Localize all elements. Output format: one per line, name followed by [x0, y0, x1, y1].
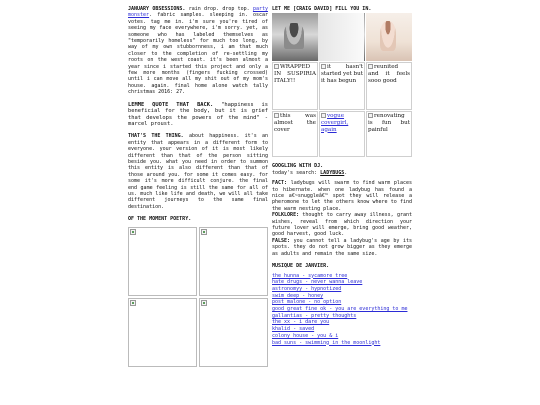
photo-alt-label: this was almost the cover [274, 113, 316, 133]
track-link[interactable]: colony house - you & i [272, 332, 339, 339]
fact-text: ladybugs will swarm to find warm places to hibernate. when one ladybug has found a nice a€~snuggleâ€™ spot they will release a pheromone to let the others know where to find the warm nesting place. [272, 180, 412, 212]
track-link[interactable]: bad suns - swimming in the moonlight [272, 339, 381, 346]
photo-alt-text [368, 113, 410, 133]
poetry-image [128, 298, 197, 367]
false-label: FALSE: [272, 237, 291, 244]
photo-grid [272, 13, 412, 110]
photo-alt-text [368, 64, 410, 84]
track-link[interactable]: swim deep - honey [272, 292, 324, 299]
track-link[interactable]: astronomyy - hypnotized [272, 285, 342, 292]
track-link[interactable]: post malone - no option [272, 299, 342, 306]
photo-suspiria [272, 62, 318, 110]
broken-image-icon [321, 64, 326, 69]
googling-heading: GOOGLING WITH DJ. [272, 163, 324, 170]
broken-image-icon [368, 64, 373, 69]
poetry-image [199, 227, 268, 296]
intro-text-b: . fabric samples. sleeping in. oscar votes. tag me in. i'm sure you're tired of seeing my face everywhere, i'm sorry. yet, as someone who has labeled themselves as "temporarily homeless" for much too long, by way of my own stubbornness, i am that much closer to the completion of re-settling my roots on the west coast. it's been almost a year since i started this project and only a few more months (fingers fucking crossed) until i can move all my shit out of my mom's house. again. final home alone watch tally christmas 2016: 27. [128, 12, 268, 96]
photo-alt-link[interactable] [321, 113, 363, 133]
folklore-text: thought to carry away illness, grant wishes, reveal from which direction your future lover will emerge, bring good weather, good harvest, good luck. [272, 212, 412, 238]
search-line [272, 170, 412, 176]
broken-image-icon [368, 113, 373, 118]
broken-image-icon [201, 300, 207, 306]
broken-image-icon [130, 300, 136, 306]
search-suffix: . [344, 169, 348, 176]
photo-alt-text [274, 113, 316, 133]
folklore-paragraph [272, 212, 412, 238]
party-monster-link[interactable]: party monster [128, 6, 268, 19]
false-paragraph [272, 238, 412, 257]
broken-image-icon [321, 113, 326, 118]
track-link[interactable]: the hunna - sycamore tree [272, 272, 348, 279]
poetry-heading: OF THE MOMENT POETRY. [128, 216, 192, 223]
photo-alt-label: reunited and it feels sooo good [368, 64, 410, 84]
track-link[interactable]: khalid - saved [272, 326, 315, 333]
right-column [272, 6, 412, 346]
broken-image-icon [130, 229, 136, 235]
quote-heading: LEMME QUOTE THAT BACK. [128, 101, 214, 108]
poetry-image [128, 227, 197, 296]
playlist [272, 273, 412, 347]
broken-image-icon [274, 113, 279, 118]
photo-alt-label: it hasn't started yet but it has begun [321, 64, 363, 84]
intro-heading: JANUARY OBSESSIONS. [128, 6, 186, 12]
track-link[interactable]: hate drugs - never wanna leave [272, 279, 363, 286]
thing-paragraph [128, 133, 268, 210]
broken-image-icon [201, 229, 207, 235]
photo-vogue[interactable] [319, 111, 365, 157]
photo-header-right [366, 13, 412, 61]
fill-in-heading: LET ME [CRAIG DAVID] FILL YOU IN. [272, 6, 372, 12]
track-link[interactable]: good great fine ok - you are everything to me [272, 306, 408, 313]
photo-alt-label: vogue covergirl, again [321, 113, 349, 133]
intro-paragraph [128, 6, 268, 96]
fact-paragraph [272, 180, 412, 212]
folklore-label: FOLKLORE: [272, 212, 300, 219]
poetry-image [199, 298, 268, 367]
photo-figure [380, 21, 396, 51]
photo-header-left [272, 13, 365, 61]
photo-renovating [366, 111, 412, 157]
thing-text: about happiness. it's an entity that appears in a different form to everyone. your version of it is most likely different than that of the person sitting beside you. what you need in order to summon this entity is also different than that of those around you. for some it comes easy. for some it's more difficult conjure. the final end game feeling is still the same for all of us. much like life and death, we will all take different journeys to the same final destination. [128, 133, 268, 210]
fact-label: FACT: [272, 180, 288, 187]
left-column [128, 6, 268, 367]
false-text: you cannot tell a ladybug's age by its spots. they do not grow bigger as they emerge as adults and remain the same size. [272, 237, 412, 257]
photo-begun [319, 62, 365, 110]
track-link[interactable]: the xx - i dare you [272, 319, 330, 326]
search-prefix: today's search: [272, 169, 321, 176]
photo-alt-label: renovating is fun but painful [368, 113, 410, 133]
intro-text-a: rain drop. drop top. [185, 6, 253, 12]
photo-alt-text [321, 64, 363, 84]
photo-grid-2 [272, 111, 412, 157]
photo-alt-label: WRAPPED IN SUSPIRIA ITALY!! [274, 64, 316, 84]
photo-reunited [366, 62, 412, 110]
poetry-image-grid [128, 227, 268, 367]
musique-heading: MUSIQUE DE JANVIER. [272, 263, 330, 270]
photo-shade [318, 13, 364, 61]
thing-heading: THAT'S THE THING. [128, 133, 184, 140]
track-link[interactable]: gallantias - pretty thoughts [272, 312, 357, 319]
quote-paragraph [128, 102, 268, 128]
photo-cover [272, 111, 318, 157]
photo-figure [284, 23, 304, 49]
search-term: LADYBUGS [320, 169, 345, 176]
broken-image-icon [274, 64, 279, 69]
photo-alt-text [274, 64, 316, 84]
quote-text: "happiness is beneficial for the body, but it is grief that develops the powers of the mind" - marcel proust. [128, 101, 268, 127]
